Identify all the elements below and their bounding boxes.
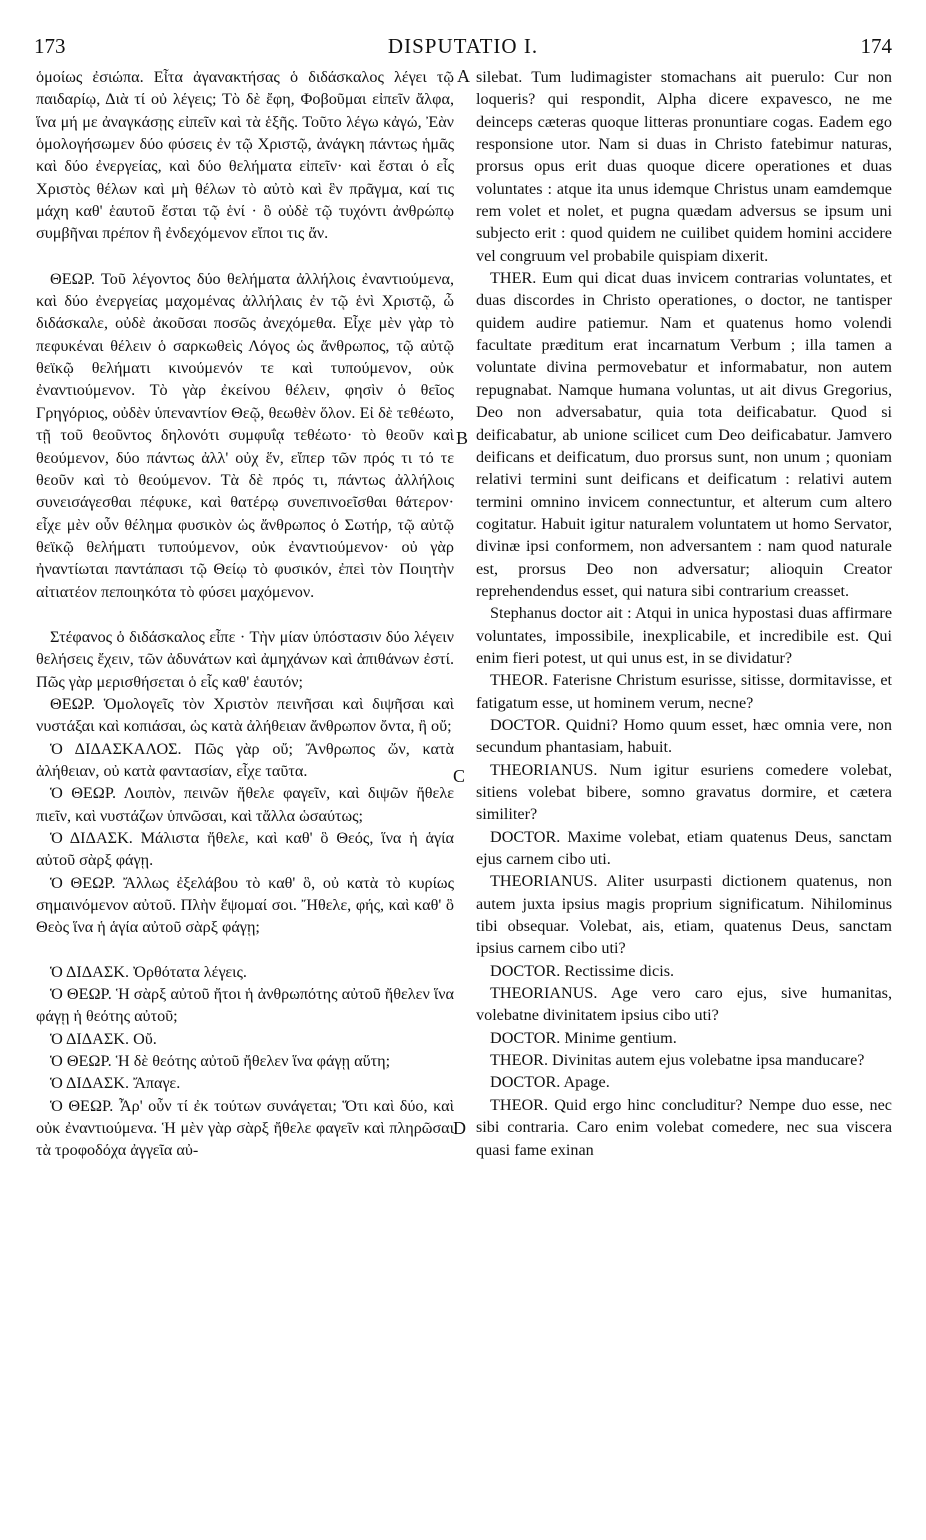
greek-paragraph: ΘΕΩΡ. Ὁμολογεῖς τὸν Χριστὸν πεινῆσαι καὶ διψῆσαι καὶ νυστάξαι καὶ κοπιάσαι, ὡς κατὰ ἀλήθειαν ἄνθρωπον ὄντα, ἢ οὔ; [36,694,454,736]
latin-paragraph: DOCTOR. Rectissime dicis. [490,961,675,980]
greek-paragraph: Ὁ ΘΕΩΡ. Ἆρ' οὖν τί ἐκ τούτων συνάγεται; Ὅτι καὶ δύο, καὶ οὐκ ἐναντιούμενα. Ἡ μὲν γὰρ σὰρξ ἤθελε φαγεῖν καὶ πληρῶσαι τὰ τροφοδόχα ἀγγεῖα αὐ- [36,1096,454,1160]
greek-paragraph: Ὁ ΔΙΔΑΣΚ. Ὀρθότατα λέγεις. [50,962,247,981]
greek-paragraph: ΘΕΩΡ. Τοῦ λέγοντος δύο θελήματα ἀλλήλοις ἐναντιούμενα, καὶ δύο ἐνεργείας μαχομένας ἀλλήλαις ἐν τῷ ἑνὶ Χριστῷ, ὦ διδάσκαλε, οὐδὲ ἀκοῦσαι ποσῶς ἀνεχόμεθα. Εἶχε μὲν γὰρ τὸ πεφυκέναι θέλειν ὁ σαρκωθεὶς Λόγος ὡς ἄνθρωπος, τῷ αὐτῷ θεϊκῷ θελήματι κινούμενόν τε καὶ τυπούμενον, οὐκ ἐναντιούμενον. Τὸ γὰρ ἐκείνου θέλειν, φησὶν ὁ θεῖος Γρηγόριος, οὐδὲν ὑπεναντίον Θεῷ, θεωθὲν ὅλον. Εἰ δὲ τεθέωτο, τῇ τοῦ θεοῦντος δηλονότι συμφυΐᾳ τεθέωτο· τὸ θεοῦν καὶ θεούμενον, δύο πάντως ἀλλ' οὐχ ἕν, εἴπερ τῶν πρός τι τό τε θεοῦν καὶ τὸ θεούμενον. Τὰ δὲ πρός τι, πάντως ἀλλήλοις συνεισάγεσθαι πέφυκε, καὶ θατέρῳ συνεπινοεῖσθαι θάτερον· εἶχε μὲν οὖν θέλημα φυσικὸν ὡς ἄνθρωπος ὁ Σωτήρ, τῷ αὐτῷ θεϊκῷ θελήματι τυπούμενον, οὐκ ἐναντιούμενον· οὐ γὰρ ἠναντίωται παντάπασι τῷ Θείῳ τὸ φυσικόν, ἐπεὶ τὸν Ποιητὴν αἰτιατέον πεποιηκότα τὸ φύσει μαχόμενον. [36,269,454,601]
latin-paragraph: DOCTOR. Quidni? Homo quum esset, hæc omnia vere, non secundum phantasiam, habuit. [476,715,892,757]
latin-paragraph: silebat. Tum ludimagister stomachans ait puerulo: Cur non loqueris? qui respondit, Alpha dicere expavesco, ne me deinceps cæteras quoque litteras pronuntiare cogas. Eadem ego responsione utor. Nam si duas in Christo fatebimur naturas, prorsus opus erit duas quoque dicere operationes et duas voluntates : atque ita unus idemque Christus unam eamdemque rem volet et nolet, et pugna quædam adversus se ipsum uni subjecto erit : quod quidem ne cuilibet quidem homini accidere vel congruum vel probabile quispiam dixerit. [476,68,892,265]
latin-paragraph: Stephanus doctor ait : Atqui in unica hypostasi duas affirmare voluntates, impossibile, inexplicabile, et incredibile est. Qui enim fieri potest, ut qui unus est, in se dividatur? [476,604,892,667]
greek-paragraph: Ὁ ΔΙΔΑΣΚΑΛΟΣ. Πῶς γὰρ οὔ; Ἄνθρωπος ὤν, κατὰ ἀλήθειαν, οὐ κατὰ φαντασίαν, εἶχε ταῦτα. [36,739,454,780]
latin-paragraph: DOCTOR. Minime gentium. [490,1028,677,1047]
latin-paragraph: THEORIANUS. Aliter usurpasti dictionem quatenus, non autem juxta ipsius magis proprium significatum. Nihilominus tibi obsequar. Volebat, ais, etiam, quatenus Deus, sanctam ipsius carnem cibo uti? [476,872,892,958]
latin-paragraph: THEORIANUS. Num igitur esuriens comedere volebat, sitiens volebat bibere, somno gravatus dormire, et cætera similiter? [476,760,892,824]
greek-paragraph: Ὁ ΔΙΔΑΣΚ. Οὔ. [50,1029,157,1048]
greek-paragraph: Ὁ ΘΕΩΡ. Λοιπὸν, πεινῶν ἤθελε φαγεῖν, καὶ διψῶν ἤθελε πιεῖν, καὶ νυστάζων ὑπνῶσαι, καὶ τἄλλα ὡσαύτως; [36,784,454,825]
running-title: DISPUTATIO I. [387,34,539,58]
greek-paragraph: Ὁ ΘΕΩΡ. Ἄλλως ἐξελάβου τὸ καθ' ὃ, οὐ κατὰ τὸ κυρίως σημαινόμενον αὐτοῦ. Πλὴν ἕψομαί σοι. Ἤθελε, φής, καὶ καθ' ὃ Θεὸς ἵνα ἡ ἁγία αὐτοῦ σὰρξ φάγῃ; [36,873,454,937]
section-letter: C [453,766,466,786]
latin-paragraph: THEOR. Faterisne Christum esurisse, sitisse, dormitavisse, et fatigatum esse, ut hominem verum, necne? [476,671,892,712]
latin-paragraph: THEORIANUS. Age vero caro ejus, sive humanitas, volebatne divinitatem ipsius cibo uti? [476,984,892,1025]
latin-paragraph: DOCTOR. Maxime volebat, etiam quatenus Deus, sanctam ejus carnem cibo uti. [476,827,892,869]
page-number-left: 173 [34,34,66,58]
page-number-right: 174 [860,34,892,58]
greek-paragraph: ὁμοίως ἐσιώπα. Εἶτα ἀγανακτήσας ὁ διδάσκαλος λέγει τῷ παιδαρίῳ, Διὰ τί οὐ λέγεις; Τὸ δὲ ἔφη, Φοβοῦμαι εἰπεῖν ἄλφα, ἵνα μή με ἀναγκάσῃς εἰπεῖν καὶ τὰ ἑξῆς. Τοῦτο λέγω κἀγώ, Ἐὰν ὁμολογήσωμεν δύο φύσεις ἐν τῷ Χριστῷ, ἀνάγκη πάντως ἡμᾶς καὶ δύο ἐνεργείας, καὶ δύο θελήματα εἰπεῖν· καὶ ἔσται ὁ εἷς Χριστὸς θέλων καὶ μὴ θέλων τὸ αὐτὸ καὶ ἓν πρᾶγμα, καί τις μάχη καθ' ἑαυτοῦ ἔσται τῷ ἑνί · ὃ οὐδὲ τῷ τυχόντι ἀνθρώπῳ συμβῆναι πρέπον ἢ ἐνδεχόμενον εἴποι τις ἄν. [36,68,454,243]
section-letter: A [457,66,470,86]
section-letter: B [456,428,469,448]
latin-paragraph: THEOR. Quid ergo hinc concluditur? Nempe duo esse, nec sibi contraria. Caro enim volebat comedere, nec sua viscera quasi fame exinan [476,1095,892,1159]
latin-paragraph: DOCTOR. Apage. [490,1073,610,1092]
page-header [30,34,896,64]
greek-paragraph: Ὁ ΘΕΩΡ. Ἡ δὲ θεότης αὐτοῦ ἤθελεν ἵνα φάγῃ αὕτη; [50,1052,391,1071]
greek-paragraph: Ὁ ΔΙΔΑΣΚ. Ἄπαγε. [50,1074,181,1093]
greek-paragraph: Ὁ ΘΕΩΡ. Ἡ σὰρξ αὐτοῦ ἤτοι ἡ ἀνθρωπότης αὐτοῦ ἤθελεν ἵνα φάγῃ ἡ θεότης αὐτοῦ; [36,985,454,1026]
section-letter: D [453,1118,466,1138]
latin-paragraph: THER. Eum qui dicat duas invicem contrarias voluntates, et duas discordes in Christo operationes, o doctor, ne tantisper quidem audire patiemur. Nam et quatenus homo volendi facultate præditum erat incarnatum Verbum ; illa tamen a voluntate divina permovebatur et informabatur, non autem repugnabat. Namque humana voluntas, ut ait divus Gregorius, Deo non adversabatur, quia tota deificabatur. Quod si deificabatur, ab unione scilicet cum Deo deificabatur. Jamvero deificans et deificatum, duo prorsus sunt, non unum ; quoniam relativi termini sunt deificans et deificatum : relativi autem termini omnino invicem connectuntur, et alterum cum altero cogitatur. Habuit igitur naturalem voluntatem ut homo Servator, divinæ ipsi conformem, non adversantem : nam quod naturale est, prorsus Deo non adversatur; alioquin Creator reprehendendus esset, qui natura sibi contrarium creasset. [476,269,892,600]
greek-paragraph: Στέφανος ὁ διδάσκαλος εἶπε · Τὴν μίαν ὑπόστασιν δύο λέγειν θελήσεις ἔχειν, τῶν ἀδυνάτων καὶ ἀμηχάνων καὶ ἀπιθάνων ἐστί. Πῶς γὰρ μερισθήσεται ὁ εἷς καθ' ἑαυτόν; [36,627,454,691]
latin-paragraph: THEOR. Divinitas autem ejus volebatne ipsa manducare? [490,1051,865,1070]
greek-paragraph: Ὁ ΔΙΔΑΣΚ. Μάλιστα ἤθελε, καὶ καθ' ὃ Θεός, ἵνα ἡ ἁγία αὐτοῦ σὰρξ φάγῃ. [36,829,454,870]
greek-column [36,66,454,1162]
latin-column [476,66,892,1161]
